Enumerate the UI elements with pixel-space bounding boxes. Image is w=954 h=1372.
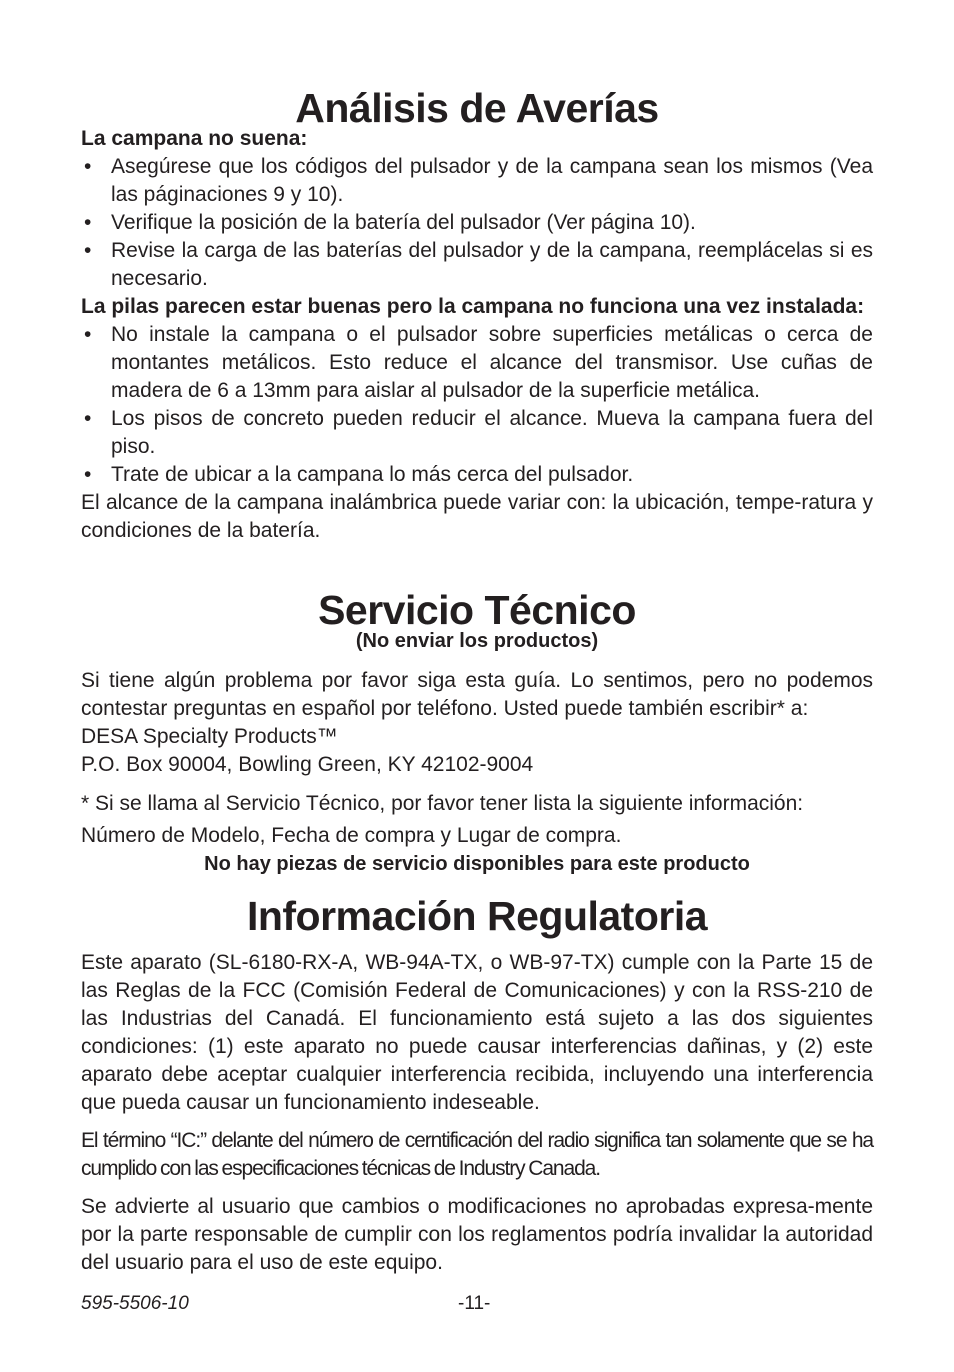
regulatory-body [81,949,873,1277]
bullet-list-1 [81,153,873,293]
subheading-bell-not-ringing: La campana no suena: [81,127,308,150]
list-item-text: No instale la campana o el pulsador sobre superficies metálicas o cerca de montantes metálicos. Esto reduce el alcance del transmisor. Use cuñas de madera de 6 a 13mm para aislar al pulsador de la superficie metálica. [111,323,873,402]
troubleshooting-body [81,125,873,545]
list-item [81,209,873,237]
address-line-po-box: P.O. Box 90004, Bowling Green, KY 42102-9004 [81,753,534,776]
section-title-regulatory: Información Regulatoria [246,893,708,939]
bullet-icon: • [84,323,92,346]
list-item [81,461,873,489]
section-subtitle-no-ship: (No enviar los productos) [355,630,599,652]
list-item-text: Trate de ubicar a la campana lo más cerca del pulsador. [111,463,634,486]
bullet-icon: • [84,239,92,262]
list-item [81,321,873,405]
service-note-line1: * Si se llama al Servicio Técnico, por favor tener lista la siguiente información: [81,792,804,815]
technical-service-body [81,627,873,878]
list-item [81,405,873,461]
bullet-list-2 [81,321,873,489]
no-service-parts-notice: No hay piezas de servicio disponibles para este producto [204,853,750,875]
list-item-text: Verifique la posición de la batería del pulsador (Ver página 10). [111,211,696,234]
bullet-icon: • [84,463,92,486]
list-item-text: Los pisos de concreto pueden reducir el alcance. Mueva la campana fuera del piso. [111,407,873,458]
list-item [81,153,873,209]
list-item-text: Revise la carga de las baterías del pulsador y de la campana, reemplácelas si es necesario. [111,239,873,290]
document-number: 595-5506-10 [81,1293,189,1314]
bullet-icon: • [84,211,92,234]
list-item [81,237,873,293]
service-paragraph: Si tiene algún problema por favor siga esta guía. Lo sentimos, pero no podemos contestar preguntas en español por teléfono. Usted puede también escribir* a: [81,669,873,720]
range-note: El alcance de la campana inalámbrica puede variar con: la ubicación, tempe-ratura y condiciones de la batería. [81,491,873,542]
section-title-troubleshooting: Análisis de Averías [295,85,659,131]
ic-term-paragraph: El término “IC:” delante del número de cerntificación del radio significa tan solamente que se ha cumplido con las especificaciones técnicas de Industry Canada. [81,1129,873,1180]
page-number: -11- [458,1293,491,1314]
bullet-icon: • [84,407,92,430]
bullet-icon: • [84,155,92,178]
fcc-compliance-paragraph: Este aparato (SL-6180-RX-A, WB-94A-TX, o WB-97-TX) cumple con la Parte 15 de las Reglas de la FCC (Comisión Federal de Comunicaciones) y con la RSS-210 de las Industrias del Canadá. El funcionamiento está sujeto a las dos siguientes condiciones: (1) este aparato no puede causar interferencias dañinas, y (2) este aparato debe aceptar cualquier interferencia recibida, incluyendo una interferencia que pueda causar un funcionamiento indeseable. [81,951,873,1114]
subheading-batteries-ok: La pilas parecen estar buenas pero la campana no funciona una vez instalada: [81,295,865,318]
user-warning-paragraph: Se advierte al usuario que cambios o modificaciones no aprobadas expresa-mente por la parte responsable de cumplir con los reglamentos podría invalidar la autoridad del usuario para el uso de este equipo. [81,1195,873,1274]
service-note-line2: Número de Modelo, Fecha de compra y Lugar de compra. [81,824,622,847]
address-line-company: DESA Specialty Products™ [81,725,338,748]
list-item-text: Asegúrese que los códigos del pulsador y de la campana sean los mismos (Vea las páginaciones 9 y 10). [111,155,873,206]
section-title-technical-service: Servicio Técnico [318,587,636,633]
